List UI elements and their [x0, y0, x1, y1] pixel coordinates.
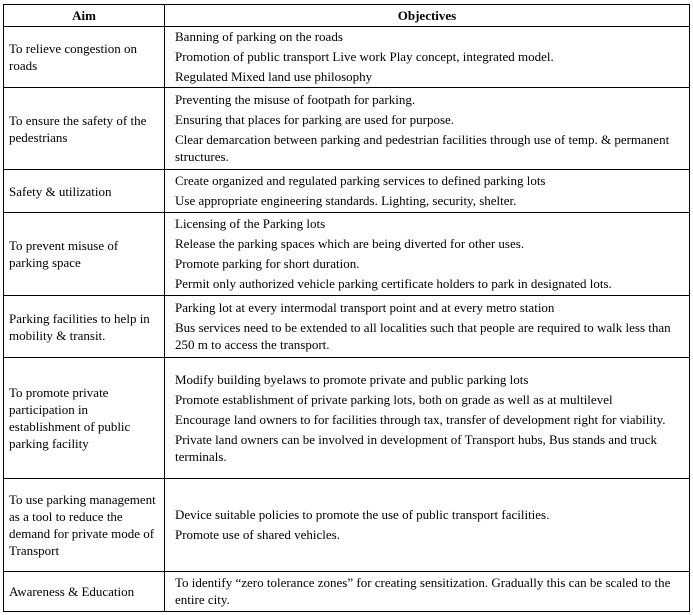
- objective-item: Bus services need to be extended to all localities such that people are required to walk less than 250 m to access the transport.: [175, 320, 671, 352]
- aim-cell: To promote private participation in establishment of public parking facility: [4, 358, 165, 479]
- aim-cell: To relieve congestion on roads: [4, 27, 165, 88]
- objective-item: To identify “zero tolerance zones” for creating sensitization. Gradually this can be scaled to the entire city.: [175, 575, 671, 607]
- table-row: [4, 170, 690, 213]
- objective-item: Licensing of the Parking lots: [175, 216, 326, 231]
- objectives-cell: [165, 27, 690, 88]
- table-row: [4, 213, 690, 296]
- objective-item: Device suitable policies to promote the use of public transport facilities.: [175, 507, 550, 522]
- table-row: [4, 296, 690, 358]
- objectives-cell: [165, 170, 690, 213]
- table-row: [4, 572, 690, 612]
- objective-item: Release the parking spaces which are being diverted for other uses.: [175, 236, 525, 251]
- objectives-column-header: Objectives: [165, 5, 690, 27]
- table-row: [4, 479, 690, 572]
- objective-item: Ensuring that places for parking are used for purpose.: [175, 112, 455, 127]
- aims-objectives-table: [3, 4, 690, 612]
- aim-cell: Parking facilities to help in mobility & transit.: [4, 296, 165, 358]
- objective-item: Private land owners can be involved in development of Transport hubs, Bus stands and truck terminals.: [175, 431, 658, 464]
- objective-item: Parking lot at every intermodal transport point and at every metro station: [175, 300, 555, 315]
- aim-cell: Awareness & Education: [4, 572, 165, 612]
- objectives-cell: [165, 358, 690, 479]
- objectives-cell: [165, 572, 690, 612]
- aim-cell: To ensure the safety of the pedestrians: [4, 88, 165, 170]
- objective-item: Create organized and regulated parking services to defined parking lots: [175, 173, 546, 188]
- objective-item: Promote parking for short duration.: [175, 256, 360, 271]
- objective-item: Promote establishment of private parking lots, both on grade as well as at multilevel: [175, 391, 613, 407]
- table-row: [4, 88, 690, 170]
- aim-cell: Safety & utilization: [4, 170, 165, 213]
- objective-item: Banning of parking on the roads: [175, 29, 343, 44]
- objectives-cell: [165, 296, 690, 358]
- objectives-cell: [165, 88, 690, 170]
- objective-item: Encourage land owners to for facilities through tax, transfer of development right for viability.: [175, 411, 666, 427]
- objective-item: Promotion of public transport Live work Play concept, integrated model.: [175, 49, 554, 64]
- aim-column-header: Aim: [4, 5, 165, 27]
- objective-item: Preventing the misuse of footpath for parking.: [175, 92, 416, 107]
- aim-cell: To prevent misuse of parking space: [4, 213, 165, 296]
- objectives-cell: [165, 213, 690, 296]
- objectives-cell: [165, 479, 690, 572]
- aim-cell: To use parking management as a tool to reduce the demand for private mode of Transport: [4, 479, 165, 572]
- objective-item: Permit only authorized vehicle parking certificate holders to park in designated lots.: [175, 276, 612, 291]
- table-row: [4, 358, 690, 479]
- objective-item: Use appropriate engineering standards. Lighting, security, shelter.: [175, 193, 517, 208]
- objective-item: Regulated Mixed land use philosophy: [175, 69, 373, 84]
- objective-item: Clear demarcation between parking and pedestrian facilities through use of temp. & permanent structures.: [175, 132, 670, 164]
- header-row: [4, 5, 690, 27]
- objective-item: Promote use of shared vehicles.: [175, 527, 340, 542]
- objective-item: Modify building byelaws to promote private and public parking lots: [175, 371, 529, 387]
- table-row: [4, 27, 690, 88]
